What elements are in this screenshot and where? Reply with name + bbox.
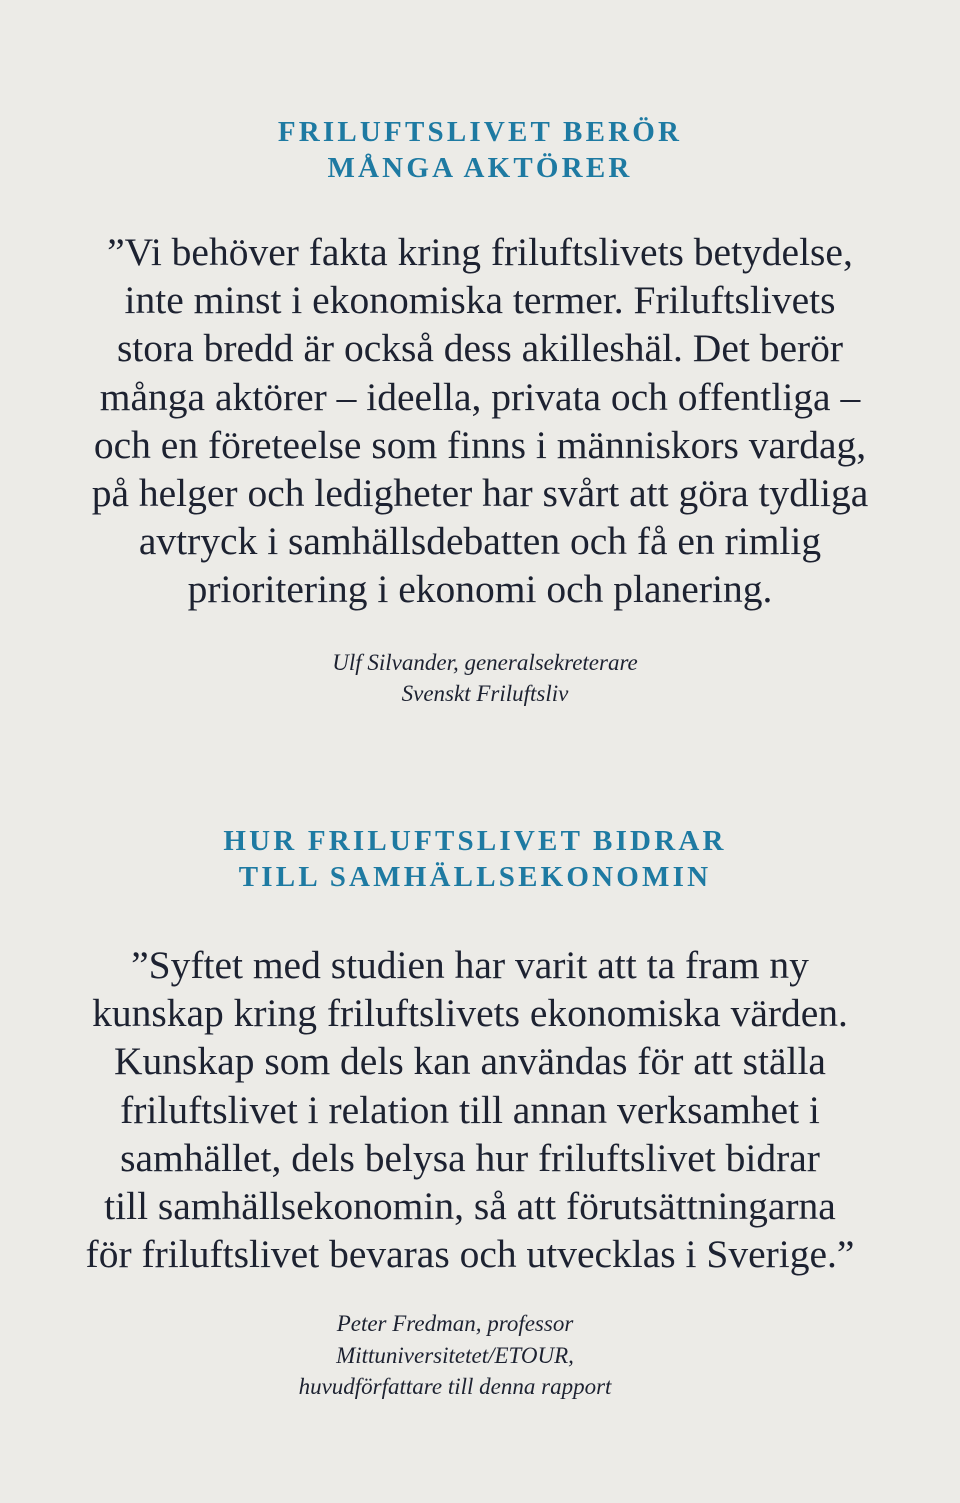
attribution-line: Svenskt Friluftsliv xyxy=(401,681,569,707)
section-friluftslivet-beror xyxy=(0,114,960,710)
quote-line: för friluftslivet bevaras och utvecklas i Sverige.” xyxy=(85,1232,855,1277)
section-heading xyxy=(0,823,960,895)
attribution-line: Peter Fredman, professor xyxy=(336,1311,574,1337)
quote-line: stora bredd är också dess akilleshäl. Det berör xyxy=(116,326,844,371)
quote-line: kunskap kring friluftslivets ekonomiska värden. xyxy=(92,991,848,1036)
quote-line: ”Syftet med studien har varit att ta fram ny xyxy=(131,943,809,987)
quote-line: många aktörer – ideella, privata och offentliga – xyxy=(99,374,861,419)
quote-line: till samhällsekonomin, så att förutsättningarna xyxy=(104,1184,836,1229)
quote-line: och en företeelse som finns i människors vardag, xyxy=(93,422,867,467)
heading-line: FRILUFTSLIVET BERÖR xyxy=(277,116,683,148)
quote-line: avtryck i samhällsdebatten och få en rimlig xyxy=(138,519,822,564)
section-heading xyxy=(0,114,960,186)
attribution xyxy=(10,647,960,710)
section-samhallsekonomin xyxy=(0,823,960,1403)
quote-line: samhället, dels belysa hur friluftslivet bidrar xyxy=(120,1135,820,1180)
heading-line: MÅNGA AKTÖRER xyxy=(327,152,633,184)
attribution-line: Ulf Silvander, generalsekreterare xyxy=(332,649,638,675)
quote-line: ”Vi behöver fakta kring friluftslivets betydelse, xyxy=(107,230,853,274)
quote-line: inte minst i ekonomiska termer. Friluftslivets xyxy=(124,278,836,323)
quote xyxy=(0,941,960,1278)
quote xyxy=(0,228,960,614)
quote-line: prioritering i ekonomi och planering. xyxy=(187,567,773,612)
quote-line: Kunskap som dels kan användas för att ställa xyxy=(114,1039,826,1084)
quote-line: friluftslivet i relation till annan verksamhet i xyxy=(120,1087,820,1132)
attribution-line: Mittuniversitetet/ETOUR, xyxy=(336,1342,574,1368)
quote-line: på helger och ledigheter har svårt att göra tydliga xyxy=(91,471,869,516)
attribution-line: huvudförfattare till denna rapport xyxy=(298,1374,612,1400)
heading-line: TILL SAMHÄLLSEKONOMIN xyxy=(238,861,712,893)
heading-line: HUR FRILUFTSLIVET BIDRAR xyxy=(223,825,727,857)
attribution xyxy=(0,1308,960,1403)
